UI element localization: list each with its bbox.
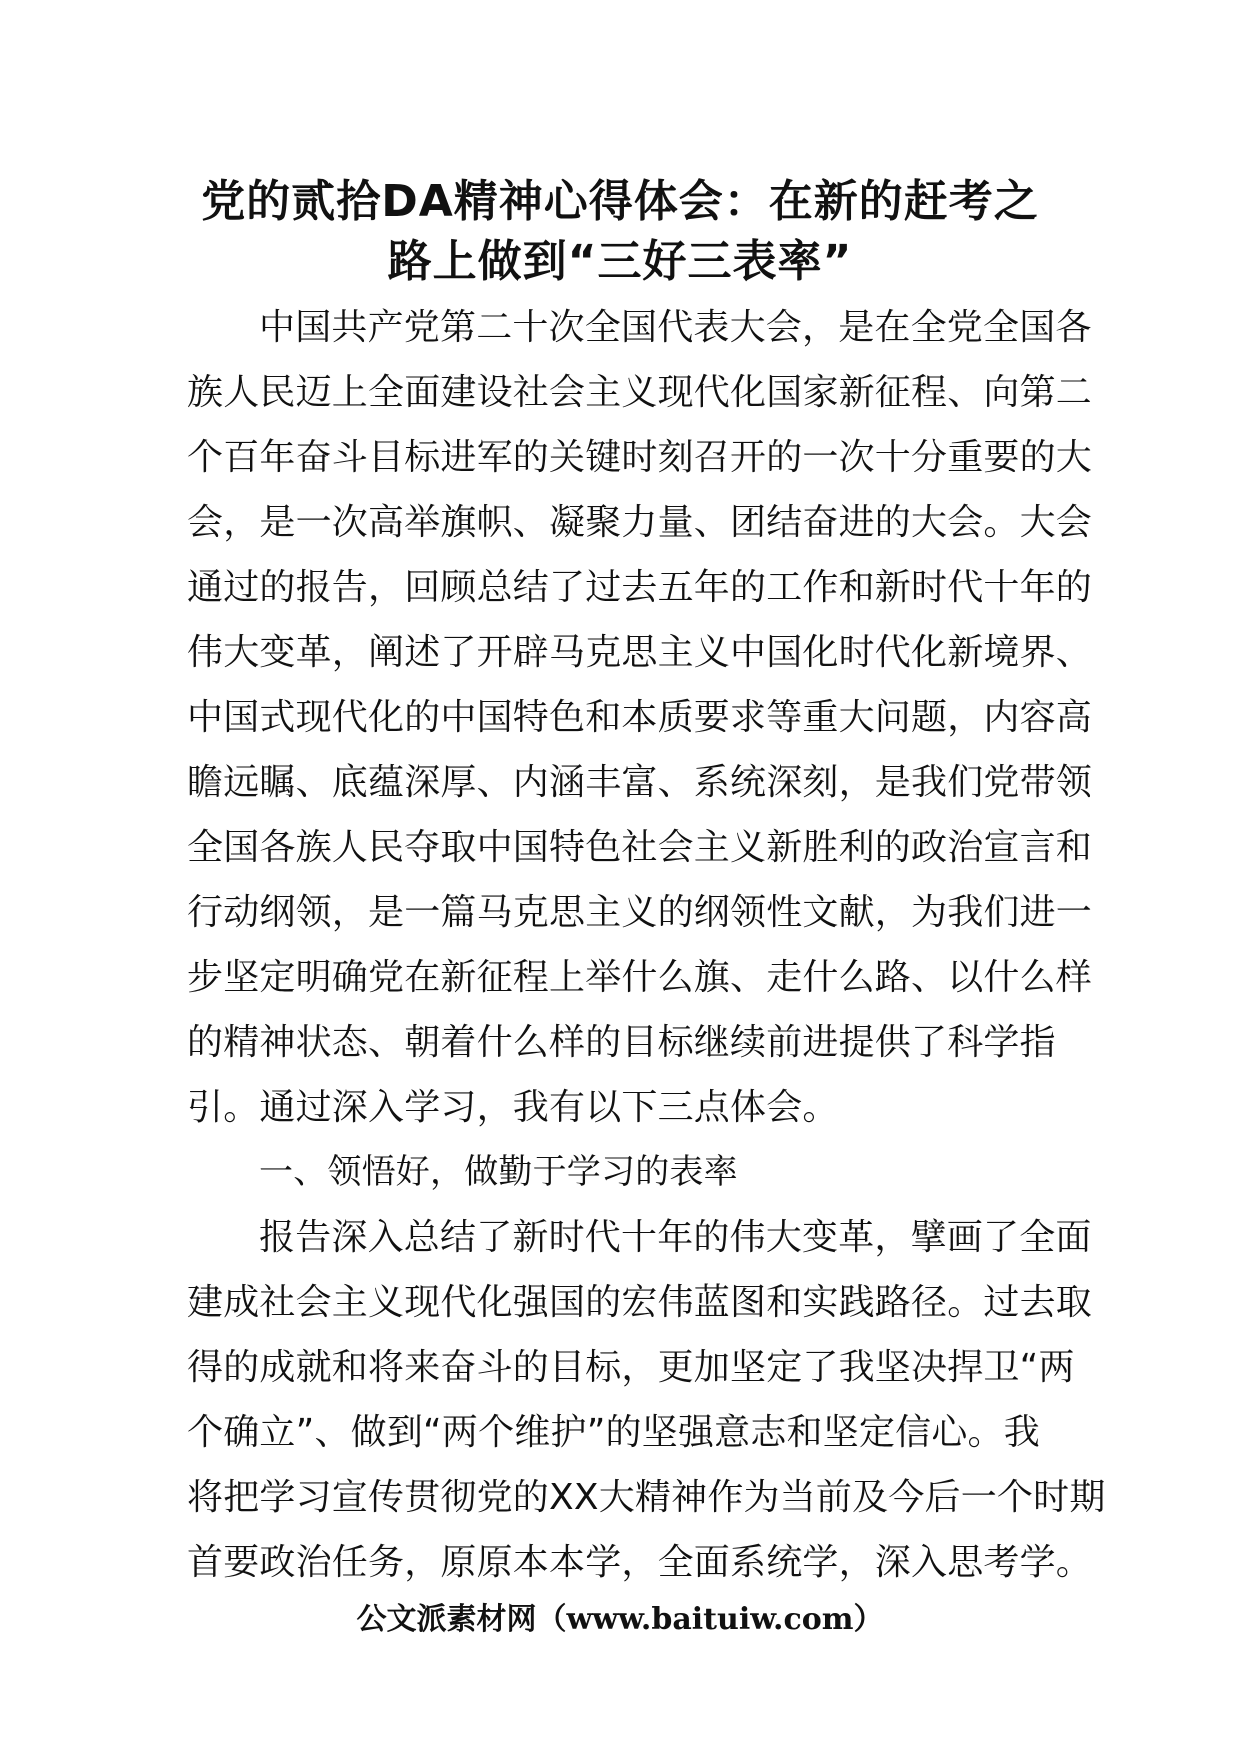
body-line: 将把学习宣传贯彻党的XX大精神作为当前及今后一个时期 — [187, 1477, 1106, 1518]
document-body — [187, 295, 1106, 1595]
body-line: 行动纲领，是一篇马克思主义的纲领性文献，为我们进一 — [187, 892, 1093, 933]
document-title-line-2: 路上做到“三好三表率” — [387, 236, 853, 287]
footer-source: 公文派素材网（www.baituiw.com） — [356, 1602, 884, 1637]
document-title-line-1: 党的贰拾DA精神心得体会：在新的赶考之 — [201, 176, 1039, 227]
body-line: 步坚定明确党在新征程上举什么旗、走什么路、以什么样 — [187, 957, 1093, 998]
body-line: 族人民迈上全面建设社会主义现代化国家新征程、向第二 — [187, 372, 1093, 413]
body-line: 通过的报告，回顾总结了过去五年的工作和新时代十年的 — [187, 567, 1093, 608]
body-line: 中国式现代化的中国特色和本质要求等重大问题，内容高 — [187, 697, 1093, 738]
body-line: 全国各族人民夺取中国特色社会主义新胜利的政治宣言和 — [187, 827, 1093, 868]
body-line: 报告深入总结了新时代十年的伟大变革，擘画了全面 — [259, 1217, 1092, 1258]
body-line: 个百年奋斗目标进军的关键时刻召开的一次十分重要的大 — [187, 437, 1093, 478]
body-line: 瞻远瞩、底蕴深厚、内涵丰富、系统深刻，是我们党带领 — [187, 762, 1093, 803]
body-line: 个确立”、做到“两个维护”的坚强意志和坚定信心。我 — [187, 1412, 1040, 1453]
body-line: 建成社会主义现代化强国的宏伟蓝图和实践路径。过去取 — [187, 1282, 1093, 1323]
body-line: 中国共产党第二十次全国代表大会，是在全党全国各 — [259, 307, 1092, 348]
body-line: 得的成就和将来奋斗的目标，更加坚定了我坚决捍卫“两 — [187, 1347, 1075, 1388]
body-line: 会，是一次高举旗帜、凝聚力量、团结奋进的大会。大会 — [187, 502, 1093, 543]
body-line: 伟大变革，阐述了开辟马克思主义中国化时代化新境界、 — [187, 632, 1093, 673]
section-heading: 一、领悟好，做勤于学习的表率 — [259, 1152, 738, 1192]
body-line: 首要政治任务，原原本本学，全面系统学，深入思考学。 — [187, 1542, 1093, 1583]
body-line: 的精神状态、朝着什么样的目标继续前进提供了科学指 — [187, 1022, 1056, 1063]
body-line: 引。通过深入学习，我有以下三点体会。 — [187, 1087, 839, 1128]
